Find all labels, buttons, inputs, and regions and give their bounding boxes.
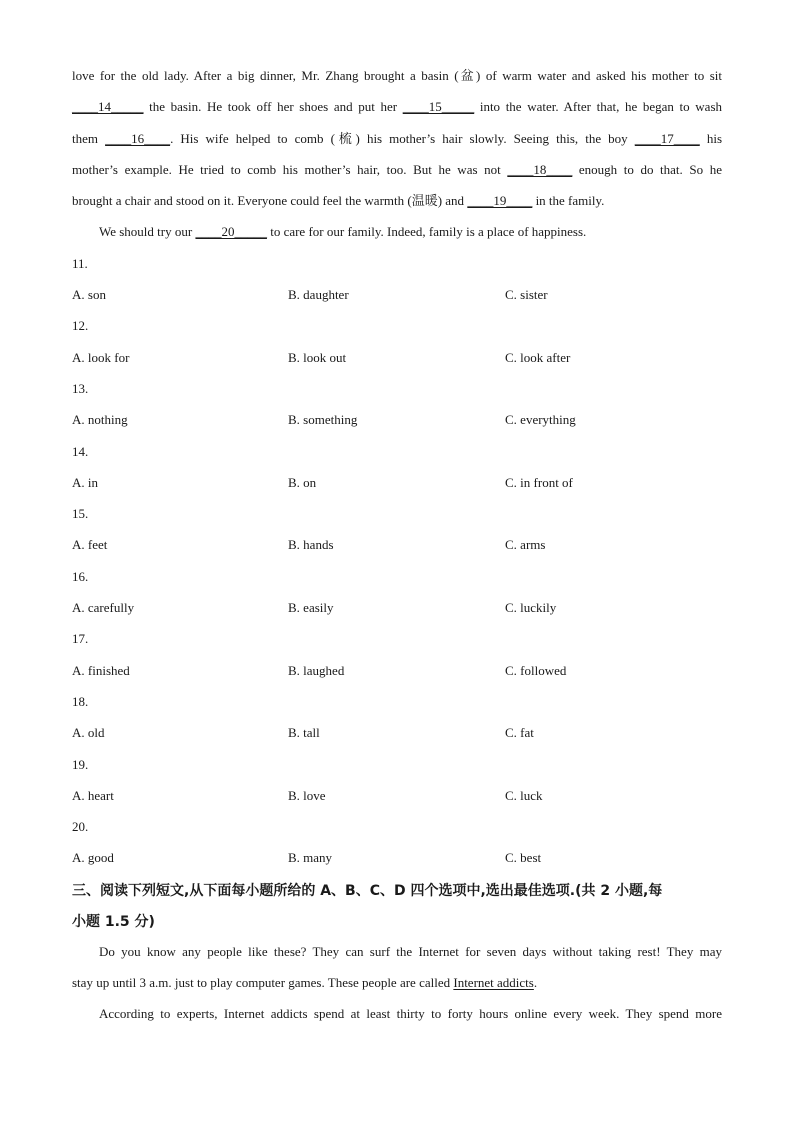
option-a: A. nothing <box>72 412 128 428</box>
document-page <box>72 62 722 1032</box>
option-b: B. many <box>288 850 333 866</box>
option-a: A. son <box>72 287 106 303</box>
passage-line: mother’s example. He tried to comb his mother’s hair, too. But he was not ____18____ enough to do that. So he <box>72 156 722 187</box>
question-number: 17. <box>72 631 89 647</box>
question-number: 15. <box>72 506 89 522</box>
question-number: 13. <box>72 380 89 396</box>
option-b: B. tall <box>288 725 320 741</box>
passage-line: them ____16____. His wife helped to comb (梳) his mother’s hair slowly. Seeing this, the boy ____17____ his <box>72 125 722 156</box>
blank-17: ____17____ <box>634 130 700 146</box>
blank-15: ____15_____ <box>402 99 475 115</box>
question-number: 20. <box>72 819 89 835</box>
option-c: C. sister <box>505 287 548 303</box>
question-options <box>72 844 722 875</box>
question-number: 16. <box>72 568 89 584</box>
option-c: C. fat <box>505 725 534 741</box>
option-a: A. finished <box>72 662 130 678</box>
question-options <box>72 719 722 750</box>
question-options <box>72 406 722 437</box>
question-options <box>72 344 722 375</box>
question-number: 12. <box>72 318 89 334</box>
passage-line: love for the old lady. After a big dinner, Mr. Zhang brought a basin (盆) of warm water and asked his mother to sit <box>72 68 722 83</box>
option-b: B. easily <box>288 600 334 616</box>
passage-line: stay up until 3 a.m. just to play computer games. These people are called Internet addicts. <box>72 975 538 991</box>
blank-16: ____16____ <box>105 130 171 146</box>
option-a: A. feet <box>72 537 108 553</box>
option-c: C. best <box>505 850 542 866</box>
option-a: A. heart <box>72 787 114 803</box>
question-options <box>72 531 722 562</box>
passage-line: Do you know any people like these? They can surf the Internet for seven days without taking rest! They may <box>99 943 722 959</box>
option-b: B. daughter <box>288 287 349 303</box>
option-b: B. hands <box>288 537 334 553</box>
option-c: C. followed <box>505 662 567 678</box>
passage-line: We should try our ____20_____ to care for our family. Indeed, family is a place of happiness. <box>72 218 722 249</box>
option-c: C. look after <box>505 349 571 365</box>
option-c: C. arms <box>505 537 546 553</box>
term-internet-addicts: Internet addicts <box>453 975 534 991</box>
option-a: A. good <box>72 850 114 866</box>
question-number: 18. <box>72 693 89 709</box>
option-a: A. look for <box>72 349 130 365</box>
blank-18: ____18____ <box>507 161 573 177</box>
blank-19: ____19____ <box>467 193 533 209</box>
option-a: A. carefully <box>72 600 135 616</box>
option-b: B. love <box>288 787 326 803</box>
option-c: C. luckily <box>505 600 557 616</box>
option-c: C. luck <box>505 787 543 803</box>
question-options <box>72 469 722 500</box>
question-number: 19. <box>72 756 89 772</box>
passage-line: ____14_____ the basin. He took off her shoes and put her ____15_____ into the water. After that, he began to wash <box>72 93 722 124</box>
question-options <box>72 594 722 625</box>
option-a: A. in <box>72 474 98 490</box>
blank-14: ____14_____ <box>72 99 144 115</box>
question-options <box>72 782 722 813</box>
question-list <box>72 250 722 876</box>
question-options <box>72 281 722 312</box>
option-b: B. on <box>288 474 317 490</box>
question-options <box>72 657 722 688</box>
section-title: 三、阅读下列短文,从下面每小题所给的 A、B、C、D 四个选项中,选出最佳选项.(共 2 小题,每 <box>72 882 663 899</box>
passage-line: According to experts, Internet addicts spend at least thirty to forty hours online every week. They spend more <box>99 1006 722 1022</box>
option-b: B. laughed <box>288 662 345 678</box>
passage-line: brought a chair and stood on it. Everyone could feel the warmth (温暖) and ____19____ in the family. <box>72 187 722 218</box>
question-number: 14. <box>72 443 89 459</box>
section-title-cont: 小题 1.5 分) <box>72 913 155 930</box>
question-number: 11. <box>72 255 88 271</box>
option-b: B. look out <box>288 349 347 365</box>
option-c: C. in front of <box>505 474 573 490</box>
option-a: A. old <box>72 725 105 741</box>
blank-20: ____20_____ <box>195 224 267 240</box>
option-b: B. something <box>288 412 358 428</box>
option-c: C. everything <box>505 412 576 428</box>
